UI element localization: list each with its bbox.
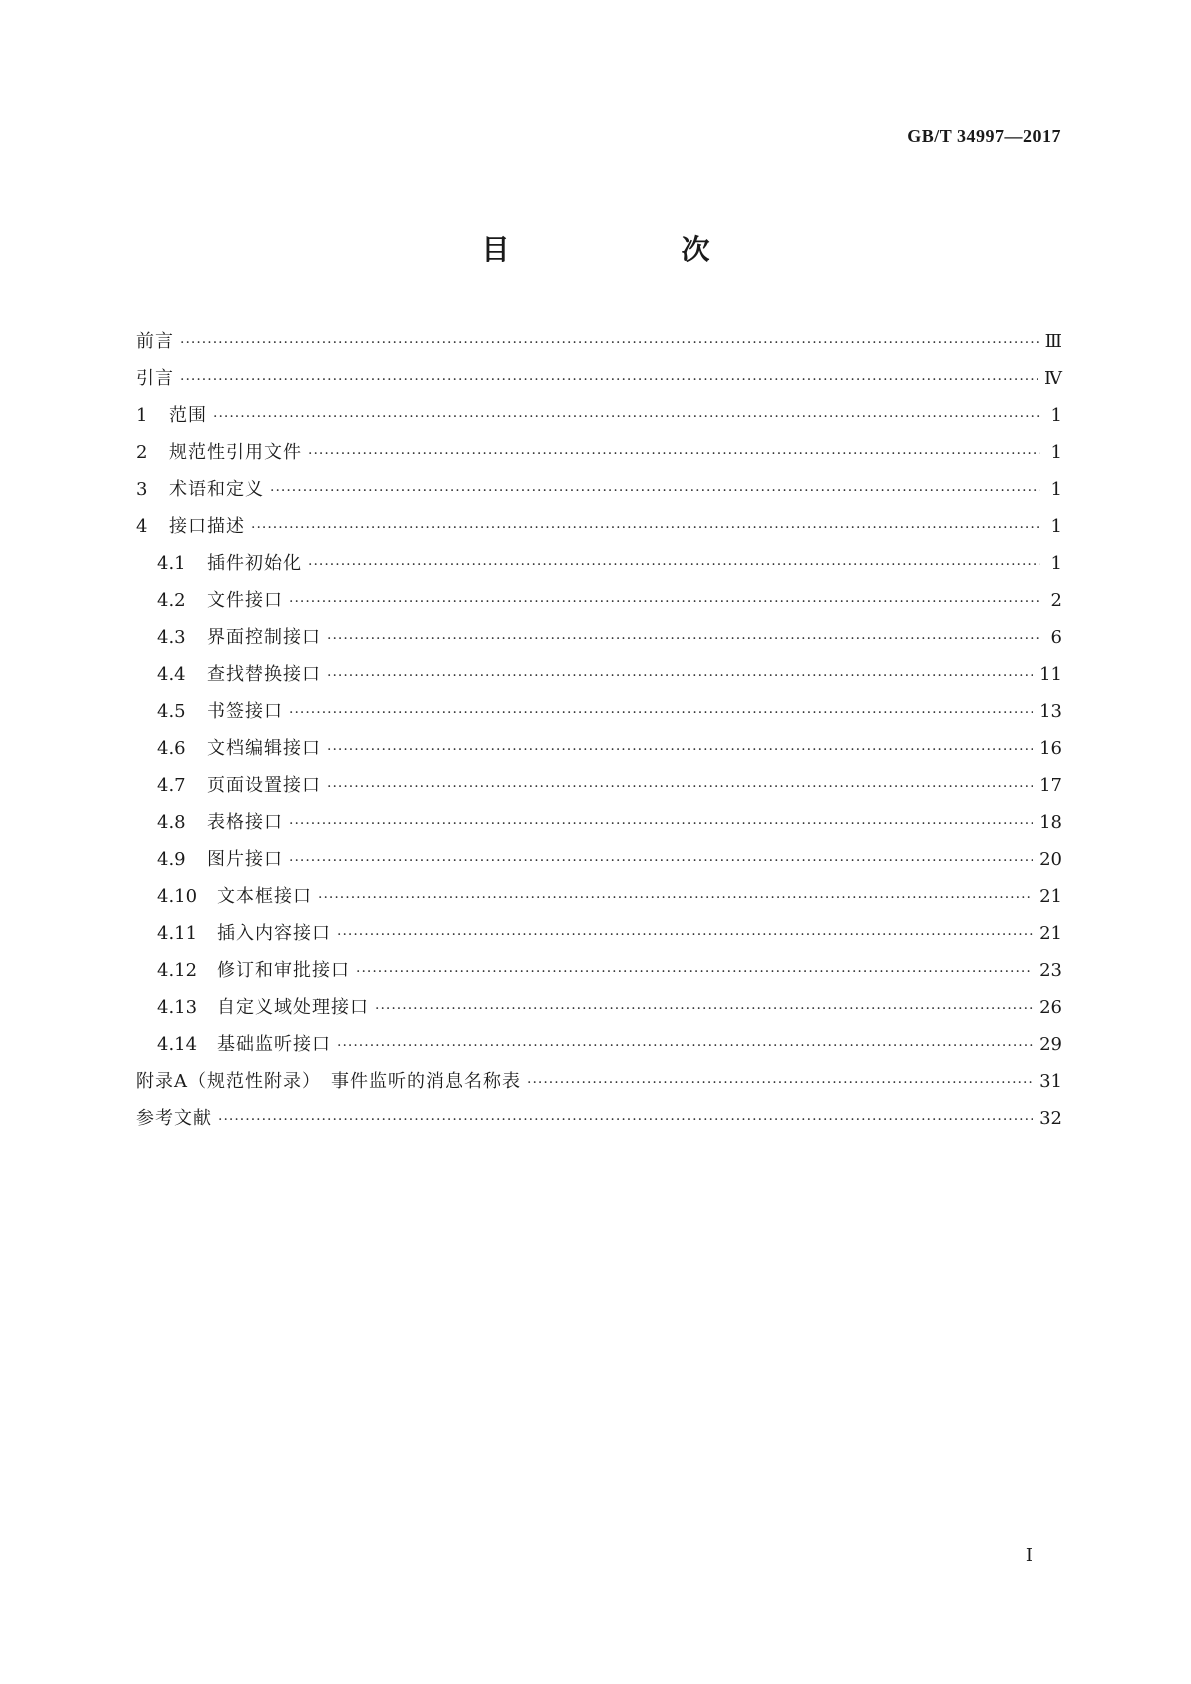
toc-entry-label: 页面设置接口 bbox=[207, 775, 321, 796]
toc-leader bbox=[308, 557, 1040, 573]
toc-entry-label: 表格接口 bbox=[207, 812, 283, 833]
toc-entry-appendix-a[interactable] bbox=[136, 1067, 1062, 1104]
toc-entry-number: 4.13 bbox=[157, 997, 198, 1018]
toc-leader bbox=[251, 520, 1040, 536]
toc-entry-page: 1 bbox=[1050, 442, 1062, 463]
toc-entry-number: 4.2 bbox=[157, 590, 186, 611]
toc-leader bbox=[337, 1038, 1033, 1054]
toc-entry-number: 4.5 bbox=[157, 701, 186, 722]
toc-entry-bibliography[interactable] bbox=[136, 1104, 1062, 1141]
toc-entry-4-5[interactable] bbox=[136, 697, 1062, 734]
toc-entry-number: 4.10 bbox=[157, 886, 198, 907]
toc-entry-number: 4.9 bbox=[157, 849, 186, 870]
toc-entry-number: 4.7 bbox=[157, 775, 186, 796]
toc-entry-page: 2 bbox=[1050, 590, 1062, 611]
toc-entry-label: 范围 bbox=[169, 405, 207, 426]
toc-entry-label: 文档编辑接口 bbox=[207, 738, 321, 759]
toc-leader bbox=[318, 890, 1033, 906]
toc-entry-4-12[interactable] bbox=[136, 956, 1062, 993]
toc-entry-number: 4 bbox=[136, 516, 148, 537]
toc-entry-4-14[interactable] bbox=[136, 1030, 1062, 1067]
toc-entry-label: 书签接口 bbox=[207, 701, 283, 722]
toc-entry-label: 基础监听接口 bbox=[217, 1034, 331, 1055]
toc-entry-label: 界面控制接口 bbox=[207, 627, 321, 648]
toc-entry-label: 修订和审批接口 bbox=[217, 960, 350, 981]
toc-leader bbox=[218, 1112, 1033, 1128]
toc-entry-label: 术语和定义 bbox=[169, 479, 264, 500]
toc-entry-page: 1 bbox=[1050, 553, 1062, 574]
standard-code: GB/T 34997—2017 bbox=[907, 126, 1061, 146]
toc-leader bbox=[180, 372, 1038, 388]
toc-leader bbox=[356, 964, 1033, 980]
toc-entry-page: 17 bbox=[1039, 775, 1062, 796]
toc-entry-page: 16 bbox=[1039, 738, 1062, 759]
toc-entry-number: 4.3 bbox=[157, 627, 186, 648]
toc-entry-page: 29 bbox=[1039, 1034, 1062, 1055]
toc-entry-page: 1 bbox=[1050, 405, 1062, 426]
toc-entry-page: 11 bbox=[1039, 664, 1062, 685]
toc-entry-label: 文件接口 bbox=[207, 590, 283, 611]
toc-entry-page: 13 bbox=[1039, 701, 1062, 722]
toc-entry-number: 4.8 bbox=[157, 812, 186, 833]
toc-leader bbox=[308, 446, 1040, 462]
toc-entry-label: 文本框接口 bbox=[217, 886, 312, 907]
toc-entry-4-13[interactable] bbox=[136, 993, 1062, 1030]
toc-entry-page: Ⅳ bbox=[1044, 368, 1062, 389]
toc-entry-page: Ⅲ bbox=[1044, 331, 1062, 352]
toc-leader bbox=[327, 631, 1040, 647]
toc-entry-4[interactable] bbox=[136, 512, 1062, 549]
toc-entry-number: 3 bbox=[136, 479, 148, 500]
toc-leader bbox=[289, 705, 1033, 721]
toc-entry-number: 2 bbox=[136, 442, 148, 463]
toc-entry-1[interactable] bbox=[136, 401, 1062, 438]
toc-entry-page: 23 bbox=[1039, 960, 1062, 981]
toc-entry-number: 4.4 bbox=[157, 664, 186, 685]
toc-entry-4-9[interactable] bbox=[136, 845, 1062, 882]
toc-leader bbox=[213, 409, 1040, 425]
toc-leader bbox=[289, 594, 1040, 610]
toc-entry-page: 26 bbox=[1039, 997, 1062, 1018]
toc-entry-label: 图片接口 bbox=[207, 849, 283, 870]
toc-leader bbox=[527, 1075, 1033, 1091]
toc-entry-page: 1 bbox=[1050, 479, 1062, 500]
toc-entry-page: 18 bbox=[1039, 812, 1062, 833]
toc-entry-label: 接口描述 bbox=[169, 516, 245, 537]
toc-leader bbox=[289, 816, 1033, 832]
toc-entry-4-10[interactable] bbox=[136, 882, 1062, 919]
toc-entry-number: 1 bbox=[136, 405, 148, 426]
toc-entry-page: 20 bbox=[1039, 849, 1062, 870]
toc-entry-label: 查找替换接口 bbox=[207, 664, 321, 685]
toc-entry-foreword[interactable] bbox=[136, 327, 1062, 364]
toc-entry-number: 4.1 bbox=[157, 553, 186, 574]
page-number: I bbox=[1025, 1545, 1033, 1566]
toc-entry-number: 4.11 bbox=[157, 923, 198, 944]
toc-entry-4-7[interactable] bbox=[136, 771, 1062, 808]
toc-entry-4-4[interactable] bbox=[136, 660, 1062, 697]
toc-entry-page: 1 bbox=[1050, 516, 1062, 537]
toc-entry-introduction[interactable] bbox=[136, 364, 1062, 401]
toc-entry-number: 4.12 bbox=[157, 960, 198, 981]
toc-leader bbox=[327, 742, 1033, 758]
toc-leader bbox=[327, 779, 1033, 795]
toc-entry-label: 引言 bbox=[136, 368, 174, 389]
toc-entry-4-1[interactable] bbox=[136, 549, 1062, 586]
toc-leader bbox=[289, 853, 1033, 869]
toc-entry-4-3[interactable] bbox=[136, 623, 1062, 660]
toc-entry-4-2[interactable] bbox=[136, 586, 1062, 623]
toc-entry-page: 6 bbox=[1050, 627, 1062, 648]
toc-entry-label: 插件初始化 bbox=[207, 553, 302, 574]
toc-entry-number: 4.6 bbox=[157, 738, 186, 759]
toc-entry-4-6[interactable] bbox=[136, 734, 1062, 771]
toc-entry-label: 附录A（规范性附录） 事件监听的消息名称表 bbox=[136, 1071, 521, 1092]
page-title: 目 次 bbox=[481, 233, 782, 266]
toc-leader bbox=[327, 668, 1033, 684]
toc-entry-page: 21 bbox=[1039, 923, 1062, 944]
toc-leader bbox=[180, 335, 1039, 351]
toc-entry-page: 32 bbox=[1039, 1108, 1062, 1129]
toc-entry-label: 参考文献 bbox=[136, 1108, 212, 1129]
toc-entry-4-11[interactable] bbox=[136, 919, 1062, 956]
table-of-contents bbox=[136, 327, 1062, 1141]
toc-leader bbox=[375, 1001, 1033, 1017]
toc-entry-page: 21 bbox=[1039, 886, 1062, 907]
toc-leader bbox=[337, 927, 1033, 943]
toc-entry-number: 4.14 bbox=[157, 1034, 198, 1055]
toc-entry-label: 规范性引用文件 bbox=[169, 442, 302, 463]
toc-entry-2[interactable] bbox=[136, 438, 1062, 475]
toc-entry-4-8[interactable] bbox=[136, 808, 1062, 845]
toc-entry-label: 自定义域处理接口 bbox=[217, 997, 369, 1018]
toc-entry-label: 插入内容接口 bbox=[217, 923, 331, 944]
toc-entry-page: 31 bbox=[1039, 1071, 1062, 1092]
toc-leader bbox=[270, 483, 1040, 499]
toc-entry-label: 前言 bbox=[136, 331, 174, 352]
toc-entry-3[interactable] bbox=[136, 475, 1062, 512]
